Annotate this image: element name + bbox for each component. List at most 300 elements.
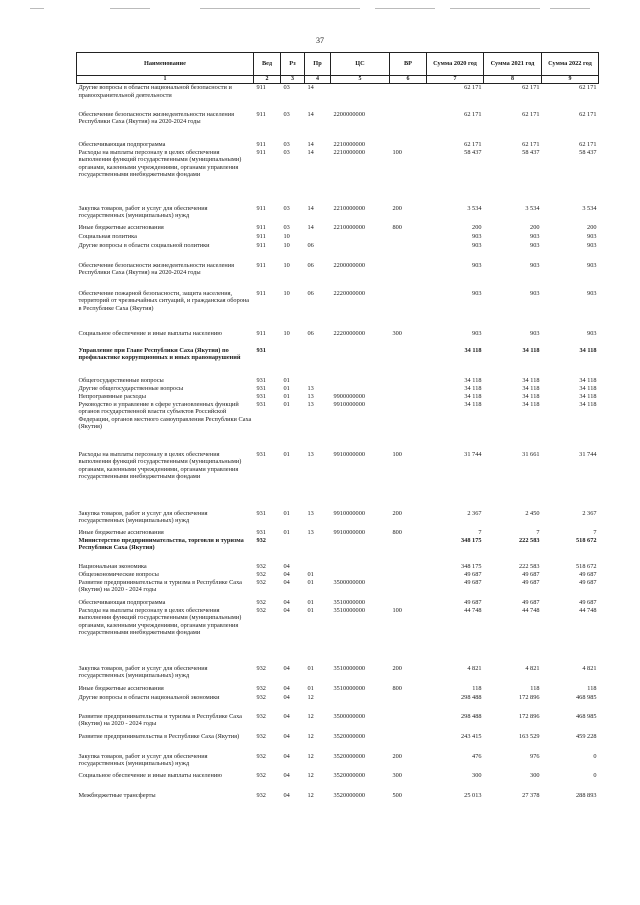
row-sum-2021: 62 171 (522, 110, 540, 118)
row-pr: 01 (307, 684, 314, 692)
row-vr (390, 262, 427, 290)
row-vr: 100 (392, 148, 402, 156)
row-pr: 13 (307, 400, 314, 408)
row-cs (331, 694, 390, 713)
table-row (77, 607, 599, 665)
row-sum-2022: 118 (587, 684, 597, 692)
table-row (77, 772, 599, 792)
table-row (77, 233, 599, 242)
row-vr: 800 (392, 528, 402, 536)
row-rz: 01 (283, 450, 290, 458)
row-name: Расходы на выплаты персоналу в целях обеспечения выполнения функций государственными (муниципальными) органами, казенными учреждениями, органами управления государственными внебюджетными фондами (78, 450, 242, 481)
row-vr: 800 (392, 223, 402, 231)
table-row (77, 685, 599, 694)
row-sum-2022: 49 687 (579, 570, 597, 578)
row-pr: 12 (307, 693, 314, 701)
row-pr: 13 (307, 392, 314, 400)
row-pr: 12 (307, 712, 314, 720)
row-sum-2021: 4 821 (525, 664, 540, 672)
row-sum-2022: 4 821 (582, 664, 597, 672)
row-cs: 3520000000 (333, 732, 365, 740)
table-row (77, 571, 599, 579)
row-name: Закупка товаров, работ и услуг для обеспечения государственных (муниципальных) нужд (78, 752, 208, 768)
row-ved: 931 (256, 346, 266, 354)
row-rz: 03 (283, 223, 290, 231)
row-ved: 931 (256, 528, 266, 536)
row-vr (390, 141, 427, 149)
table-row (77, 792, 599, 802)
header-ved: Вед (254, 53, 281, 76)
row-pr: 13 (307, 450, 314, 458)
row-name: Управление при Главе Республики Саха (Якутия) по профилактике коррупционных и иных правонарушений (78, 346, 241, 362)
row-cs: 2200000000 (333, 261, 365, 269)
table-row (77, 451, 599, 510)
row-vr (390, 377, 427, 385)
table-row (77, 262, 599, 290)
row-vr: 300 (392, 771, 402, 779)
row-pr: 13 (307, 528, 314, 536)
row-sum-2020: 62 171 (464, 140, 482, 148)
row-vr (390, 290, 427, 330)
row-ved: 911 (256, 289, 266, 297)
row-vr (390, 713, 427, 733)
row-sum-2022: 3 534 (582, 204, 597, 212)
row-ved: 932 (256, 562, 266, 570)
row-cs: 2200000000 (333, 110, 365, 118)
row-sum-2021: 58 437 (522, 148, 540, 156)
row-ved: 931 (256, 509, 266, 517)
row-cs: 3520000000 (333, 752, 365, 760)
row-sum-2020: 298 488 (461, 693, 482, 701)
row-sum-2022: 34 118 (579, 376, 597, 384)
row-pr: 12 (307, 732, 314, 740)
row-pr: 01 (307, 578, 314, 586)
row-rz: 01 (283, 528, 290, 536)
row-sum-2021: 300 (530, 771, 540, 779)
row-ved: 932 (256, 684, 266, 692)
row-ved: 932 (256, 536, 266, 544)
row-cs: 3510000000 (333, 606, 365, 614)
row-cs: 9910000000 (333, 528, 365, 536)
row-rz: 10 (283, 329, 290, 337)
row-ved: 932 (256, 570, 266, 578)
row-cs: 9910000000 (333, 400, 365, 408)
row-sum-2022: 44 748 (579, 606, 597, 614)
row-name: Непрограммные расходы (78, 392, 146, 400)
table-row (77, 579, 599, 599)
table-row (77, 111, 599, 141)
row-name: Обеспечивающая подпрограмма (78, 140, 166, 148)
row-sum-2021: 172 896 (519, 712, 540, 720)
row-pr: 14 (307, 84, 314, 92)
row-pr: 14 (307, 204, 314, 212)
row-sum-2022: 459 228 (576, 732, 597, 740)
column-number: 7 (427, 76, 484, 84)
row-rz: 10 (283, 241, 290, 249)
row-sum-2021: 34 118 (522, 400, 540, 408)
row-cs: 3510000000 (333, 664, 365, 672)
row-cs: 2210000000 (333, 223, 365, 231)
row-ved: 932 (256, 693, 266, 701)
row-vr: 200 (392, 204, 402, 212)
row-name: Обеспечение пожарной безопасности, защита населения, территорий от чрезвычайных ситуаций, и гражданская оборона в Республике Саха (Якутия) (78, 289, 250, 312)
row-ved: 911 (256, 110, 266, 118)
row-vr (390, 111, 427, 141)
row-vr (390, 599, 427, 607)
row-ved: 932 (256, 791, 266, 799)
row-cs: 2210000000 (333, 204, 365, 212)
row-sum-2020: 31 744 (464, 450, 482, 458)
row-sum-2022: 468 985 (576, 693, 597, 701)
row-name: Закупка товаров, работ и услуг для обеспечения государственных (муниципальных) нужд (78, 509, 208, 525)
table-row (77, 385, 599, 393)
row-sum-2020: 4 821 (467, 664, 482, 672)
table-row (77, 694, 599, 713)
row-cs: 3500000000 (333, 578, 365, 586)
row-ved: 911 (256, 232, 266, 240)
column-number: 3 (281, 76, 305, 84)
row-pr: 12 (307, 771, 314, 779)
row-vr: 200 (392, 752, 402, 760)
row-sum-2022: 903 (587, 232, 597, 240)
row-ved: 932 (256, 752, 266, 760)
table-row (77, 393, 599, 401)
row-sum-2022: 518 672 (576, 562, 597, 570)
table-row (77, 401, 599, 451)
row-name: Другие вопросы в области социальной политики (78, 241, 210, 249)
row-pr (305, 563, 331, 571)
row-sum-2021: 27 378 (522, 791, 540, 799)
row-sum-2021: 172 896 (519, 693, 540, 701)
row-sum-2020: 44 748 (464, 606, 482, 614)
row-sum-2020: 25 013 (464, 791, 482, 799)
row-name: Развитие предпринимательства в Республике Саха (Якутия) (78, 732, 240, 740)
row-sum-2020: 200 (472, 223, 482, 231)
row-sum-2021: 3 534 (525, 204, 540, 212)
header-name: Наименование (77, 53, 254, 76)
row-sum-2022: 468 985 (576, 712, 597, 720)
row-name: Расходы на выплаты персоналу в целях обеспечения выполнения функций государственными (муниципальными) органами, казенными учреждениями, органами управления государственными внебюджетными фондами (78, 606, 242, 637)
row-name: Иные бюджетные ассигнования (78, 223, 164, 231)
row-vr (390, 385, 427, 393)
row-sum-2021: 62 171 (522, 140, 540, 148)
row-name: Другие вопросы в области национальной экономики (78, 693, 220, 701)
row-cs (331, 233, 390, 242)
row-pr: 01 (307, 664, 314, 672)
table-row (77, 224, 599, 233)
row-sum-2021: 34 118 (522, 346, 540, 354)
row-sum-2022: 62 171 (579, 140, 597, 148)
row-vr: 500 (392, 791, 402, 799)
page-number: 37 (316, 36, 324, 45)
row-pr: 06 (307, 329, 314, 337)
row-sum-2022: 0 (593, 752, 597, 760)
row-name: Общеэкономические вопросы (78, 570, 159, 578)
row-vr: 200 (392, 664, 402, 672)
row-rz: 01 (283, 509, 290, 517)
row-pr: 06 (307, 289, 314, 297)
row-sum-2020: 3 534 (467, 204, 482, 212)
row-rz: 04 (283, 606, 290, 614)
row-sum-2022: 903 (587, 329, 597, 337)
row-name: Социальная политика (78, 232, 137, 240)
row-sum-2021: 7 (536, 528, 540, 536)
row-rz: 01 (283, 400, 290, 408)
row-cs (331, 563, 390, 571)
row-sum-2020: 476 (472, 752, 482, 760)
row-name: Закупка товаров, работ и услуг для обеспечения государственных (муниципальных) нужд (78, 204, 208, 220)
header-sum-2021: Сумма 2021 год (484, 53, 542, 76)
table-row (77, 377, 599, 385)
row-name: Расходы на выплаты персоналу в целях обеспечения выполнения функций государственными (муниципальными) органами, казенными учреждениями, органами управления государственными внебюджетными фондами (78, 148, 242, 179)
table-row (77, 733, 599, 753)
row-vr (390, 242, 427, 262)
row-name: Межбюджетные трансферты (78, 791, 156, 799)
row-pr: 12 (307, 791, 314, 799)
row-rz: 04 (283, 771, 290, 779)
row-vr (390, 733, 427, 753)
header-rz: Рз (281, 53, 305, 76)
row-sum-2022: 49 687 (579, 578, 597, 586)
row-pr (305, 233, 331, 242)
row-sum-2022: 62 171 (579, 84, 597, 92)
column-number: 1 (77, 76, 254, 84)
table-row (77, 529, 599, 537)
row-rz: 04 (283, 752, 290, 760)
row-sum-2022: 34 118 (579, 400, 597, 408)
row-rz: 01 (283, 384, 290, 392)
row-ved: 932 (256, 664, 266, 672)
row-sum-2022: 58 437 (579, 148, 597, 156)
table-row (77, 242, 599, 262)
row-rz: 04 (283, 791, 290, 799)
row-cs: 3510000000 (333, 598, 365, 606)
row-rz: 04 (283, 732, 290, 740)
row-cs (331, 347, 390, 377)
row-sum-2022: 62 171 (579, 110, 597, 118)
row-ved: 931 (256, 384, 266, 392)
row-rz: 10 (283, 232, 290, 240)
row-sum-2020: 7 (478, 528, 482, 536)
row-rz: 04 (283, 570, 290, 578)
row-pr: 06 (307, 261, 314, 269)
row-ved: 932 (256, 771, 266, 779)
row-rz: 04 (283, 664, 290, 672)
row-pr: 14 (307, 110, 314, 118)
row-ved: 932 (256, 732, 266, 740)
row-name: Обеспечение безопасности жизнедеятельности населения Республики Саха (Якутия) на 2020-2024 годы (78, 110, 235, 126)
row-sum-2022: 0 (593, 771, 597, 779)
row-sum-2021: 44 748 (522, 606, 540, 614)
header-vr: ВР (390, 53, 427, 76)
row-cs (331, 571, 390, 579)
table-row (77, 205, 599, 224)
budget-table (76, 52, 599, 802)
row-cs (331, 242, 390, 262)
row-cs: 3510000000 (333, 684, 365, 692)
row-sum-2020: 49 687 (464, 570, 482, 578)
scan-header-marks (30, 6, 590, 12)
row-vr (390, 84, 427, 111)
row-sum-2020: 62 171 (464, 84, 482, 92)
row-rz: 01 (283, 376, 290, 384)
row-sum-2020: 348 175 (461, 536, 482, 544)
table-row (77, 563, 599, 571)
row-vr: 200 (392, 509, 402, 517)
row-sum-2020: 58 437 (464, 148, 482, 156)
row-sum-2021: 118 (530, 684, 540, 692)
row-sum-2021: 903 (530, 241, 540, 249)
row-vr (390, 347, 427, 377)
row-rz: 04 (283, 684, 290, 692)
row-name: Министерство предпринимательства, торговли и туризма Республики Саха (Якутия) (78, 536, 244, 552)
row-sum-2021: 200 (530, 223, 540, 231)
row-sum-2020: 298 488 (461, 712, 482, 720)
row-sum-2022: 518 672 (576, 536, 597, 544)
row-ved: 931 (256, 376, 266, 384)
row-name: Национальная экономика (78, 562, 147, 570)
row-sum-2020: 903 (472, 261, 482, 269)
row-ved: 911 (256, 140, 266, 148)
row-ved: 932 (256, 578, 266, 586)
row-vr (390, 393, 427, 401)
row-pr (305, 537, 331, 563)
row-sum-2021: 34 118 (522, 392, 540, 400)
row-vr: 800 (392, 684, 402, 692)
row-pr: 12 (307, 752, 314, 760)
row-sum-2020: 903 (472, 232, 482, 240)
row-cs: 2210000000 (333, 140, 365, 148)
row-rz: 03 (283, 204, 290, 212)
row-sum-2021: 976 (530, 752, 540, 760)
row-sum-2020: 903 (472, 241, 482, 249)
column-number: 4 (305, 76, 331, 84)
row-sum-2021: 903 (530, 232, 540, 240)
row-sum-2021: 49 687 (522, 570, 540, 578)
row-ved: 932 (256, 606, 266, 614)
row-vr (390, 571, 427, 579)
row-sum-2022: 903 (587, 261, 597, 269)
row-cs: 2220000000 (333, 329, 365, 337)
row-vr: 100 (392, 606, 402, 614)
row-rz (281, 537, 305, 563)
row-sum-2021: 62 171 (522, 84, 540, 92)
row-sum-2022: 2 367 (582, 509, 597, 517)
table-row (77, 599, 599, 607)
row-pr: 13 (307, 509, 314, 517)
row-sum-2020: 34 118 (464, 384, 482, 392)
row-rz: 03 (283, 148, 290, 156)
row-sum-2022: 200 (587, 223, 597, 231)
row-sum-2020: 2 367 (467, 509, 482, 517)
row-vr (390, 233, 427, 242)
row-cs: 2220000000 (333, 289, 365, 297)
row-sum-2020: 903 (472, 329, 482, 337)
row-ved: 931 (256, 400, 266, 408)
row-cs (331, 385, 390, 393)
row-sum-2021: 34 118 (522, 384, 540, 392)
row-rz: 10 (283, 289, 290, 297)
row-ved: 911 (256, 241, 266, 249)
column-number: 6 (390, 76, 427, 84)
row-vr (390, 537, 427, 563)
row-cs: 3520000000 (333, 791, 365, 799)
row-ved: 911 (256, 223, 266, 231)
table-row (77, 149, 599, 205)
row-sum-2021: 903 (530, 329, 540, 337)
column-number: 8 (484, 76, 542, 84)
row-sum-2021: 49 687 (522, 578, 540, 586)
row-ved: 911 (256, 329, 266, 337)
row-name: Социальное обеспечение и иные выплаты населению (78, 329, 222, 337)
row-ved: 911 (256, 148, 266, 156)
row-pr (305, 377, 331, 385)
row-name: Развитие предпринимательства и туризма в Республике Саха (Якутия) на 2020 - 2024 годы (78, 712, 242, 728)
row-name: Руководство и управление в сфере установленных функций органов государственной власти субъектов Российской Федерации, органов местного самоуправления Республики Саха (Якутия) (78, 400, 252, 431)
table-row (77, 713, 599, 733)
row-sum-2022: 288 893 (576, 791, 597, 799)
row-sum-2020: 34 118 (464, 346, 482, 354)
table-row (77, 290, 599, 330)
row-vr (390, 401, 427, 451)
row-pr: 14 (307, 140, 314, 148)
table-row (77, 330, 599, 347)
row-sum-2020: 49 687 (464, 578, 482, 586)
row-rz: 10 (283, 261, 290, 269)
row-rz: 03 (283, 140, 290, 148)
row-cs (331, 84, 390, 111)
row-rz: 01 (283, 392, 290, 400)
header-sum-2022: Сумма 2022 год (542, 53, 599, 76)
row-vr: 300 (392, 329, 402, 337)
table-row (77, 753, 599, 772)
row-sum-2020: 62 171 (464, 110, 482, 118)
row-name: Иные бюджетные ассигнования (78, 684, 164, 692)
row-ved: 911 (256, 261, 266, 269)
row-pr: 01 (307, 598, 314, 606)
row-sum-2022: 34 118 (579, 392, 597, 400)
table-body (77, 84, 599, 802)
row-sum-2022: 34 118 (579, 384, 597, 392)
row-sum-2020: 243 415 (461, 732, 482, 740)
row-sum-2020: 34 118 (464, 392, 482, 400)
header-sum-2020: Сумма 2020 год (427, 53, 484, 76)
row-cs (331, 377, 390, 385)
row-sum-2022: 34 118 (579, 346, 597, 354)
table-header-row (77, 53, 599, 76)
table-row (77, 84, 599, 111)
row-vr (390, 579, 427, 599)
row-sum-2021: 2 450 (525, 509, 540, 517)
row-pr: 14 (307, 148, 314, 156)
row-cs: 3500000000 (333, 712, 365, 720)
row-vr (390, 563, 427, 571)
row-sum-2021: 903 (530, 289, 540, 297)
row-sum-2020: 34 118 (464, 376, 482, 384)
row-sum-2021: 222 583 (519, 536, 540, 544)
row-sum-2020: 49 687 (464, 598, 482, 606)
row-rz: 04 (283, 562, 290, 570)
row-ved: 931 (256, 450, 266, 458)
row-ved: 911 (256, 84, 266, 92)
row-sum-2020: 300 (472, 771, 482, 779)
row-name: Обеспечение безопасности жизнедеятельности населения Республики Саха (Якутия) на 2020-2024 годы (78, 261, 235, 277)
row-pr: 06 (307, 241, 314, 249)
table-row (77, 510, 599, 529)
row-sum-2022: 903 (587, 241, 597, 249)
row-vr (390, 694, 427, 713)
row-rz: 03 (283, 84, 290, 92)
